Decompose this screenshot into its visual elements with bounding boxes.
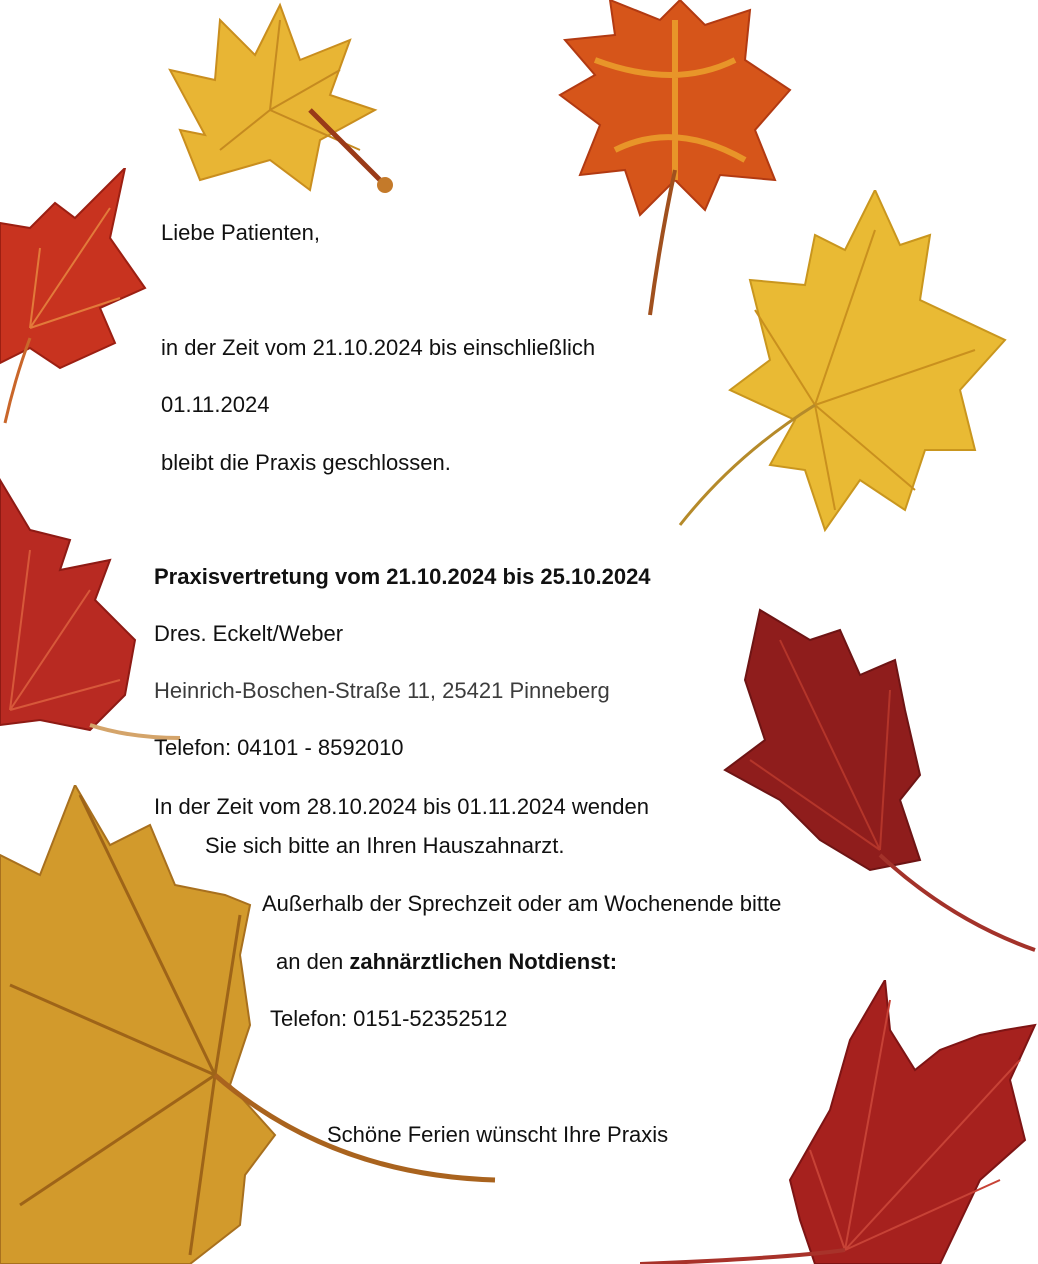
yellow-leaf-top-left	[160, 0, 410, 210]
substitute-phone: Telefon: 04101 - 8592010	[154, 735, 404, 760]
second-period-line: In der Zeit vom 28.10.2024 bis 01.11.2024 wenden	[154, 794, 649, 819]
yellow-leaf-right	[675, 190, 1010, 545]
substitute-heading: Praxisvertretung vom 21.10.2024 bis 25.10.2024	[154, 564, 651, 589]
emergency-phone: Telefon: 0151-52352512	[270, 1006, 508, 1031]
red-leaf-left-middle	[0, 470, 185, 750]
closure-end-date: 01.11.2024	[161, 392, 270, 417]
emergency-service-line	[276, 948, 617, 976]
emergency-intro: Außerhalb der Sprechzeit oder am Wochenende bitte	[262, 891, 782, 916]
closure-period-line: in der Zeit vom 21.10.2024 bis einschließlich	[161, 335, 596, 360]
substitute-name: Dres. Eckelt/Weber	[154, 621, 344, 646]
red-leaf-bottom-right	[640, 980, 1038, 1264]
red-leaf-left-top	[0, 168, 150, 428]
emergency-service-name: zahnärztlichen Notdienst:	[349, 949, 618, 974]
closing-line: Schöne Ferien wünscht Ihre Praxis	[327, 1122, 669, 1147]
closure-statement: bleibt die Praxis geschlossen.	[161, 450, 451, 475]
substitute-address: Heinrich-Boschen-Straße 11, 25421 Pinneberg	[154, 678, 610, 703]
greeting: Liebe Patienten,	[161, 220, 321, 245]
emergency-prefix: an den	[276, 949, 350, 974]
second-period-instruction: Sie sich bitte an Ihren Hauszahnarzt.	[205, 833, 565, 858]
